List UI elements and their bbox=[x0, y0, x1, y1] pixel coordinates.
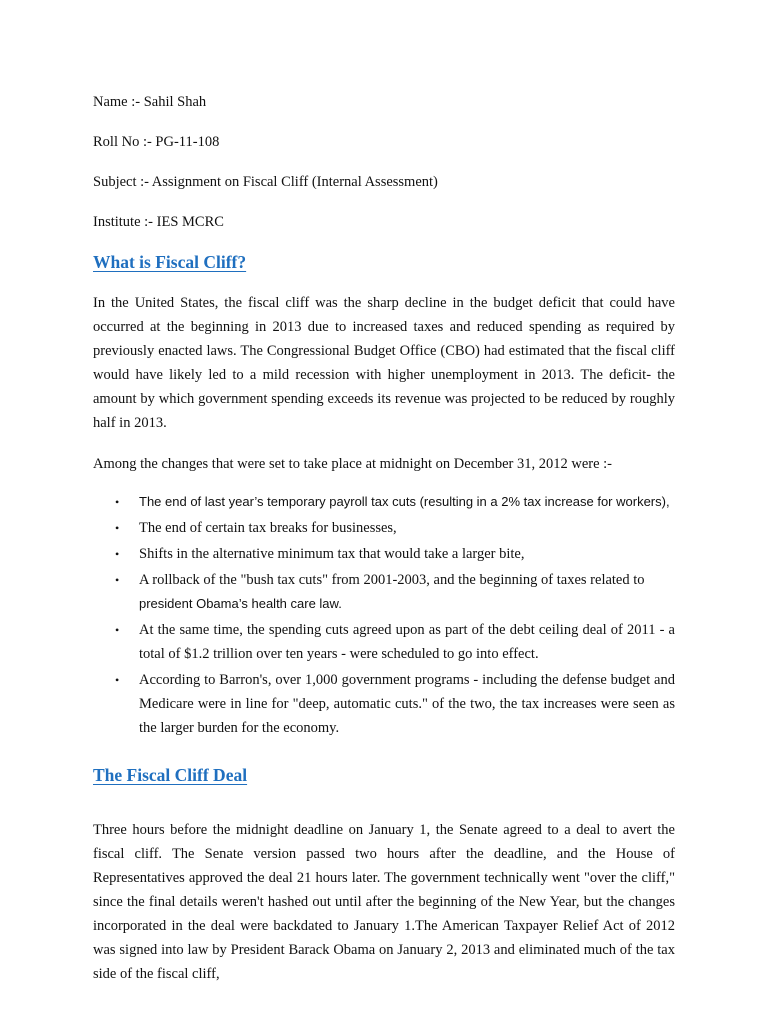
list-item-text: The end of last year’s temporary payroll tax cuts (resulting in a 2% tax increase for workers), bbox=[139, 494, 670, 509]
list-item bbox=[93, 668, 675, 740]
bullet-icon: • bbox=[115, 673, 120, 687]
bullet-icon: • bbox=[115, 521, 120, 535]
roll-number: Roll No :- PG-11-108 bbox=[93, 134, 220, 150]
list-item bbox=[93, 568, 675, 616]
institute-line: Institute :- IES MCRC bbox=[93, 214, 224, 230]
fiscal-cliff-definition-paragraph: In the United States, the fiscal cliff was the sharp decline in the budget deficit that could have occurred at the beginning in 2013 due to increased taxes and reduced spending as required by previously enacted laws. The Congressional Budget Office (CBO) had estimated that the fiscal cliff would have likely led to a mild recession with higher unemployment in 2013. The deficit- the amount by which government spending exceeds its revenue was projected to be reduced by roughly half in 2013. bbox=[93, 295, 675, 431]
bullet-icon: • bbox=[115, 573, 120, 587]
heading-what-is-fiscal-cliff: What is Fiscal Cliff? bbox=[93, 252, 247, 272]
list-item bbox=[93, 516, 675, 540]
list-item bbox=[93, 490, 675, 514]
list-item-text: The end of certain tax breaks for businesses, bbox=[139, 520, 397, 536]
list-item-text-continuation: president Obama’s health care law. bbox=[139, 596, 342, 611]
bullet-icon: • bbox=[115, 495, 120, 509]
fiscal-cliff-deal-paragraph: Three hours before the midnight deadline on January 1, the Senate agreed to a deal to avert the fiscal cliff. The Senate version passed two hours after the deadline, and the House of Representatives approved the deal 21 hours later. The government technically went "over the cliff," since the final details weren't hashed out until after the beginning of the New Year, but the changes incorporated in the deal were backdated to January 1.The American Taxpayer Relief Act of 2012 was signed into law by President Barack Obama on January 2, 2013 and eliminated much of the tax side of the fiscal cliff, bbox=[93, 822, 675, 982]
bullet-icon: • bbox=[115, 547, 120, 561]
student-name: Name :- Sahil Shah bbox=[93, 94, 207, 110]
subject-line: Subject :- Assignment on Fiscal Cliff (Internal Assessment) bbox=[93, 174, 438, 190]
changes-list bbox=[93, 490, 675, 742]
list-item-text: Shifts in the alternative minimum tax that would take a larger bite, bbox=[139, 546, 525, 562]
list-item bbox=[93, 618, 675, 666]
bullet-icon: • bbox=[115, 623, 120, 637]
list-item bbox=[93, 542, 675, 566]
list-item-text: At the same time, the spending cuts agreed upon as part of the debt ceiling deal of 2011 - a total of $1.2 trillion over ten years - were scheduled to go into effect. bbox=[139, 622, 675, 662]
heading-fiscal-cliff-deal: The Fiscal Cliff Deal bbox=[93, 765, 248, 785]
changes-intro: Among the changes that were set to take place at midnight on December 31, 2012 were :- bbox=[93, 456, 613, 472]
list-item-text: According to Barron's, over 1,000 government programs - including the defense budget and Medicare were in line for "deep, automatic cuts." of the two, the tax increases were seen as the larger burden for the economy. bbox=[139, 672, 675, 736]
list-item-text: A rollback of the "bush tax cuts" from 2001-2003, and the beginning of taxes related to bbox=[139, 572, 645, 588]
